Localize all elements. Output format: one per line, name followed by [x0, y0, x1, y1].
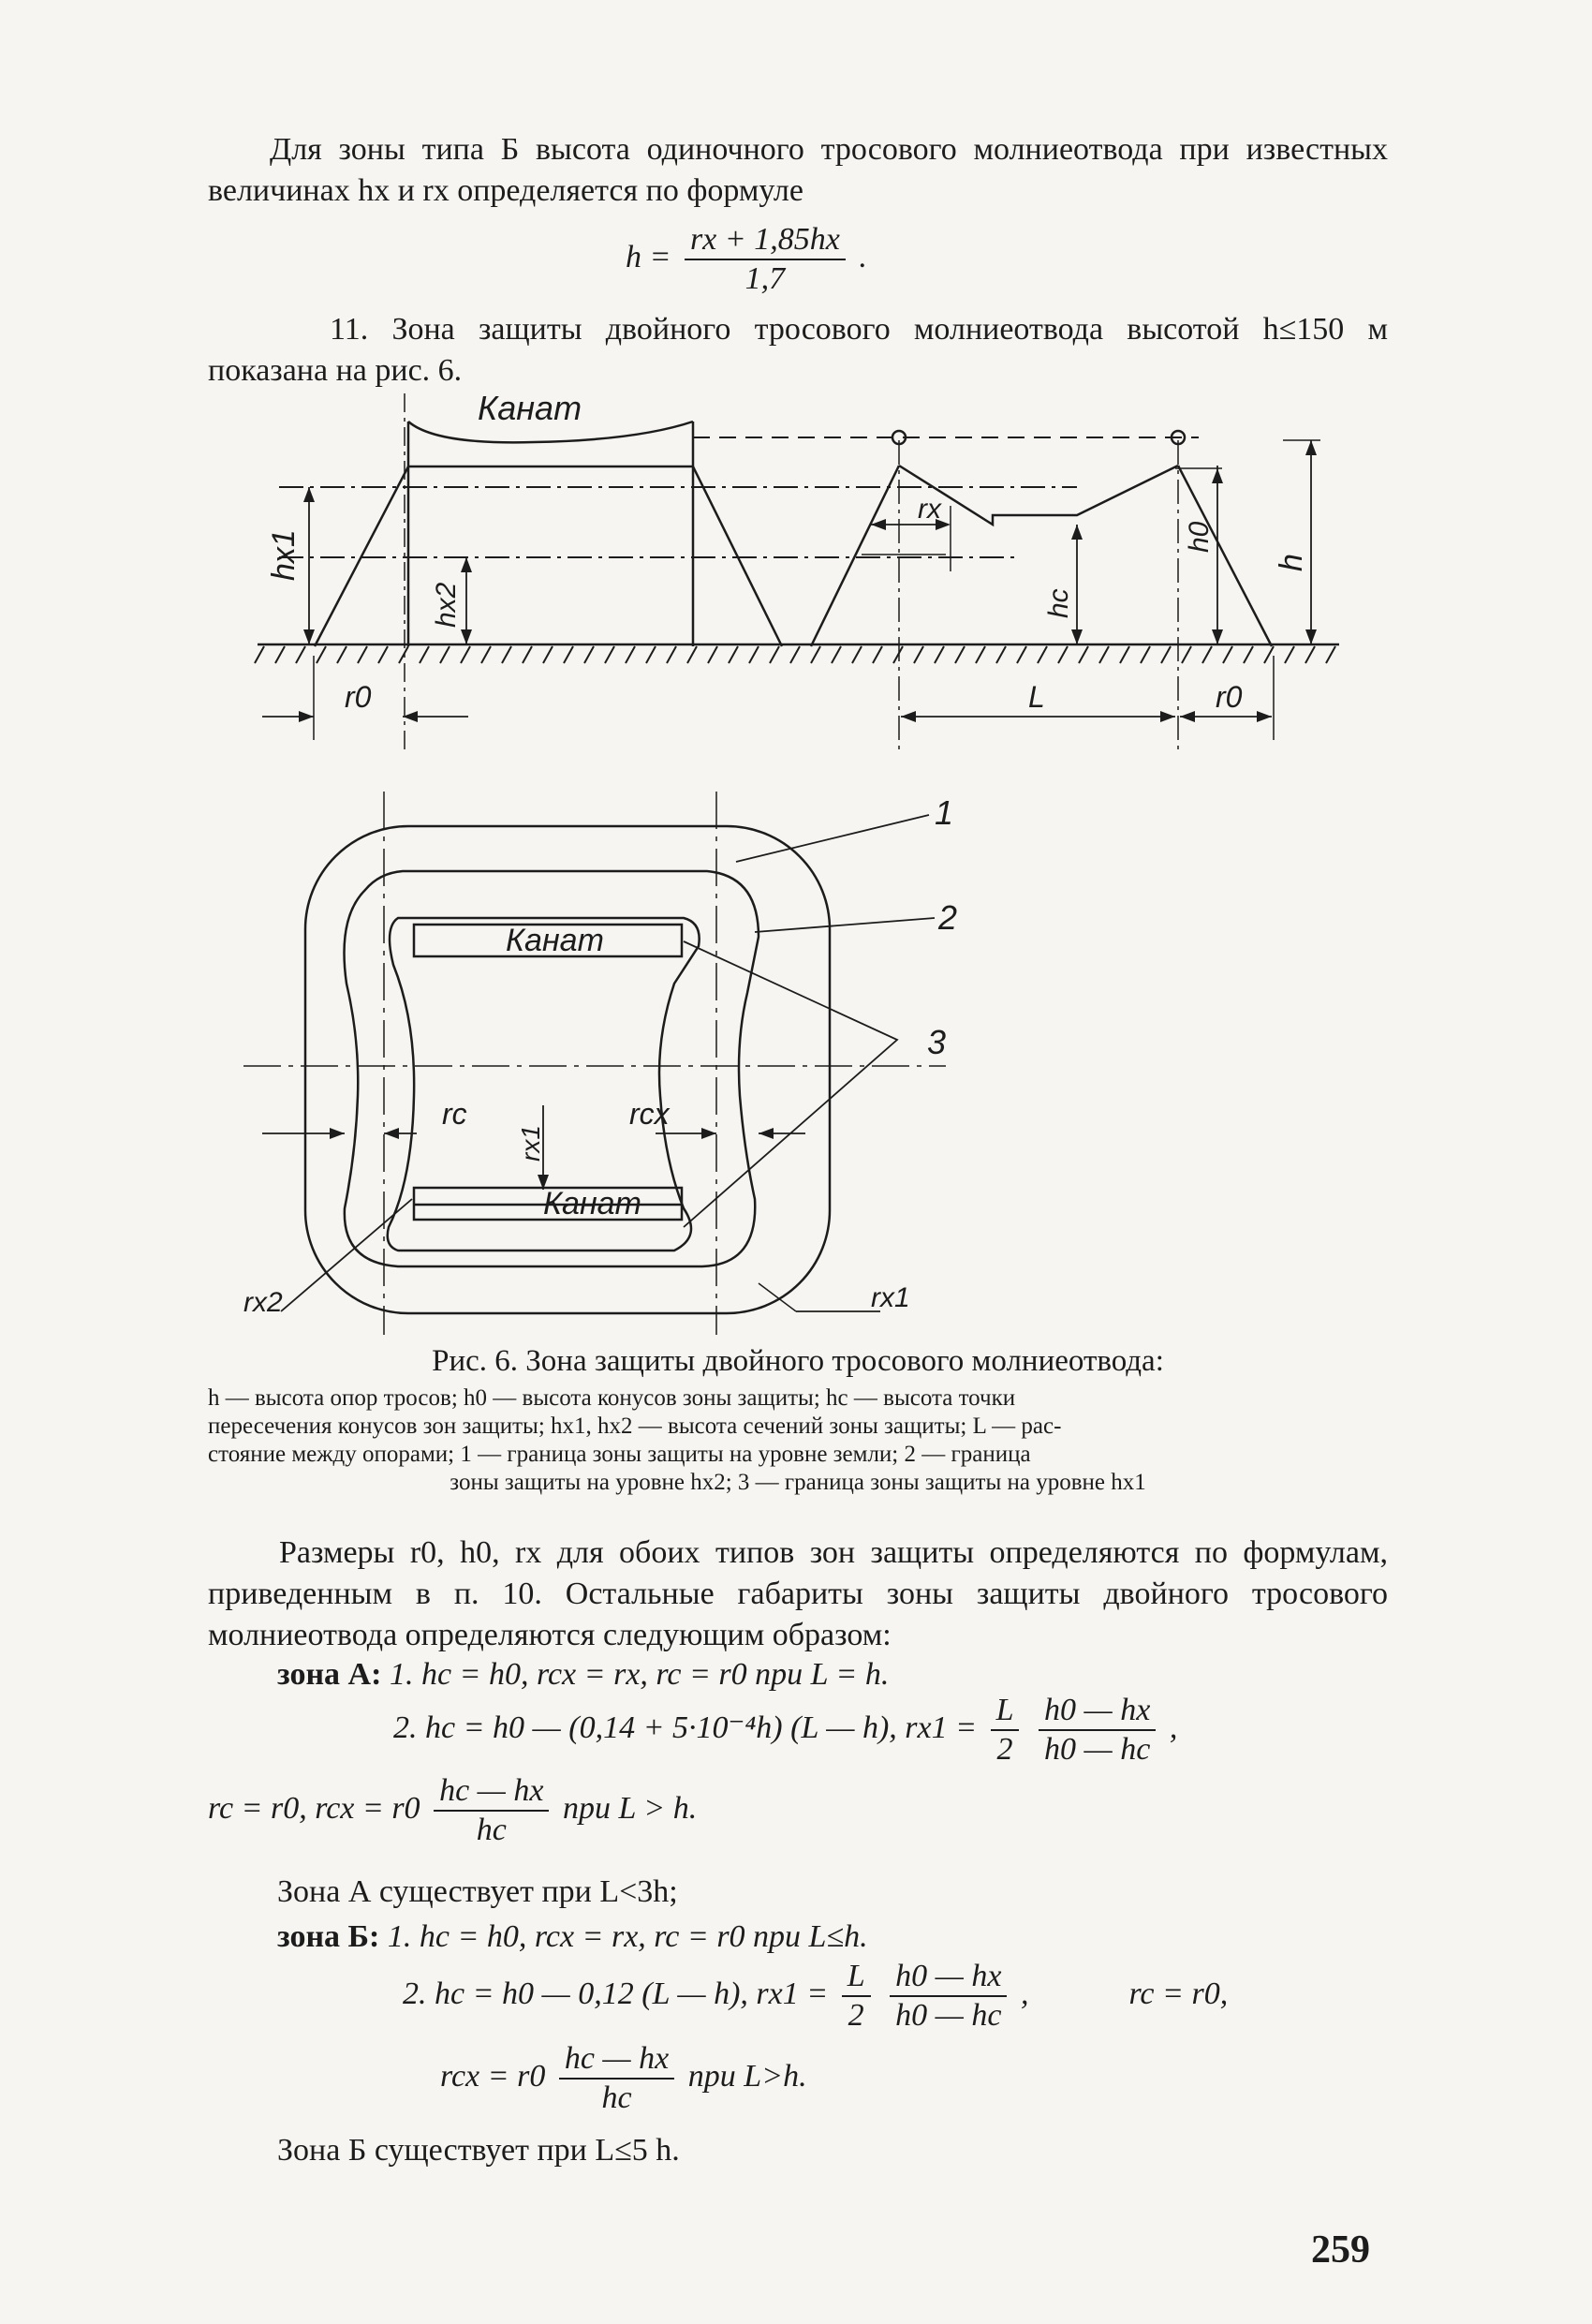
zone-b-frac-3-num: hc — hx [559, 2040, 674, 2080]
zone-a-formula-2-start: 2. hc = h0 — (0,14 + 5·10⁻⁴h) (L — h), rx1 = [393, 1710, 978, 1745]
zone-a-label: зона А: [277, 1657, 382, 1692]
zone-b-label: зона Б: [277, 1919, 380, 1954]
label-cable-top: Канат [506, 923, 604, 958]
label-rx2: rx2 [243, 1287, 283, 1318]
zone-b-line-3 [440, 2040, 1283, 2117]
label-rc: rc [442, 1097, 467, 1131]
label-hc: hc [1043, 588, 1074, 618]
zone-b-frac-1-den: 2 [848, 1998, 864, 2033]
section-11-paragraph: 11. Зона защиты двойного тросового молниеотвода высотой h≤150 м показана на рис. 6. [208, 312, 1388, 388]
label-hx1: hx1 [266, 529, 302, 581]
zone-b-formula-2-end: , [1020, 1976, 1029, 2011]
intro-paragraph: Для зоны типа Б высота одиночного тросового молниеотвода при известных величинах hx и rx определяется по формуле [208, 132, 1388, 208]
label-zone-1: 1 [935, 793, 954, 832]
label-hx2: hx2 [431, 582, 462, 628]
zone-b-formula-3-start: rcx = r0 [440, 2058, 546, 2094]
zone-a-line-2 [393, 1692, 1405, 1769]
figure-plan [234, 787, 983, 1340]
zone-a-formula-3-end: при L > h. [562, 1790, 698, 1826]
zone-b-exists: Зона Б существует при L≤5 h. [277, 2133, 680, 2168]
caption-line-1: h — высота опор тросов; h0 — высота конусов зоны защиты; hc — высота точки [208, 1385, 1016, 1411]
figure-elevation [253, 393, 1358, 749]
zone-a-frac-2 [1039, 1692, 1156, 1769]
zone-b-formula-2-tail: rc = r0, [1128, 1976, 1229, 2011]
formula-fraction [685, 221, 846, 298]
zone-a-frac-3-den: hc [476, 1813, 507, 1847]
caption-line-2: пересечения конусов зон защиты; hx1, hx2 — высота сечений зоны защиты; L — рас- [208, 1414, 1062, 1439]
zone-a-frac-3 [434, 1772, 549, 1849]
figure-caption-title: Рис. 6. Зона защиты двойного тросового молниеотвода: [432, 1344, 1164, 1378]
label-rx1-mid: rx1 [516, 1125, 545, 1162]
caption-line-3: стояние между опорами; 1 — граница зоны защиты на уровне земли; 2 — граница [208, 1442, 1031, 1467]
zone-b-frac-1 [842, 1958, 871, 2035]
caption-line-4: зоны защиты на уровне hx2; 3 — граница зоны защиты на уровне hx1 [450, 1470, 1146, 1495]
zone-a-formula-1: 1. hc = h0, rcx = rx, rc = r0 при L = h. [389, 1657, 890, 1692]
zone-a-frac-2-den: h0 — hc [1043, 1732, 1151, 1767]
formula-end: . [859, 239, 867, 274]
zone-b-formula-2-start: 2. hc = h0 — 0,12 (L — h), rx1 = [403, 1976, 829, 2011]
label-L: L [1028, 680, 1045, 714]
zone-a-frac-3-num: hc — hx [434, 1772, 549, 1812]
label-h0: h0 [1184, 521, 1215, 553]
label-r0-left: r0 [345, 680, 372, 714]
zone-b-frac-2-num: h0 — hx [890, 1958, 1007, 1997]
zone-a-frac-1-den: 2 [996, 1732, 1013, 1767]
zone-a-frac-2-num: h0 — hx [1039, 1692, 1156, 1731]
label-cable-bottom: Канат [543, 1186, 641, 1221]
body-paragraph: Размеры r0, h0, rx для обоих типов зон защиты определяются по формулам, приведенным в п. 10. Остальные габариты зоны защиты двойного тросового молниеотвода определяются следующим образом: [208, 1535, 1388, 1652]
label-rcx: rcx [629, 1097, 670, 1131]
zone-b-line-2 [403, 1958, 1395, 2035]
zone-b-frac-2 [890, 1958, 1007, 2035]
zone-b-frac-2-den: h0 — hc [895, 1998, 1002, 2033]
formula-height [626, 221, 1019, 298]
label-rx: rx [918, 494, 941, 525]
zone-b-formula-3-end: при L>h. [687, 2058, 807, 2094]
label-rx1-corner: rx1 [871, 1282, 910, 1313]
page-number: 259 [1311, 2228, 1370, 2272]
zone-a-frac-1-num: L [991, 1692, 1020, 1731]
formula-lhs: h = [626, 239, 671, 274]
zone-a-formula-2-end: , [1169, 1710, 1178, 1745]
zone-b-line-1 [277, 1918, 1401, 1956]
zone-b-frac-1-num: L [842, 1958, 871, 1997]
formula-numerator: rx + 1,85hx [685, 221, 846, 260]
zone-b-formula-1: 1. hc = h0, rcx = rx, rc = r0 при L≤h. [387, 1919, 868, 1954]
label-r0-right: r0 [1216, 680, 1243, 714]
label-zone-3: 3 [927, 1023, 947, 1061]
zone-a-formula-3-start: rc = r0, rcx = r0 [208, 1790, 420, 1826]
zone-b-frac-3-den: hc [601, 2080, 632, 2115]
zone-a-line-3 [208, 1772, 1332, 1849]
zone-a-frac-1 [991, 1692, 1020, 1769]
figure-caption-body [208, 1384, 1388, 1497]
zone-a-line-1 [277, 1656, 1401, 1694]
zone-b-frac-3 [559, 2040, 674, 2117]
label-cable-elevation: Канат [478, 393, 582, 427]
label-h: h [1274, 554, 1309, 571]
formula-denominator: 1,7 [744, 261, 786, 296]
zone-a-exists: Зона А существует при L<3h; [277, 1874, 678, 1909]
label-zone-2: 2 [938, 898, 958, 937]
